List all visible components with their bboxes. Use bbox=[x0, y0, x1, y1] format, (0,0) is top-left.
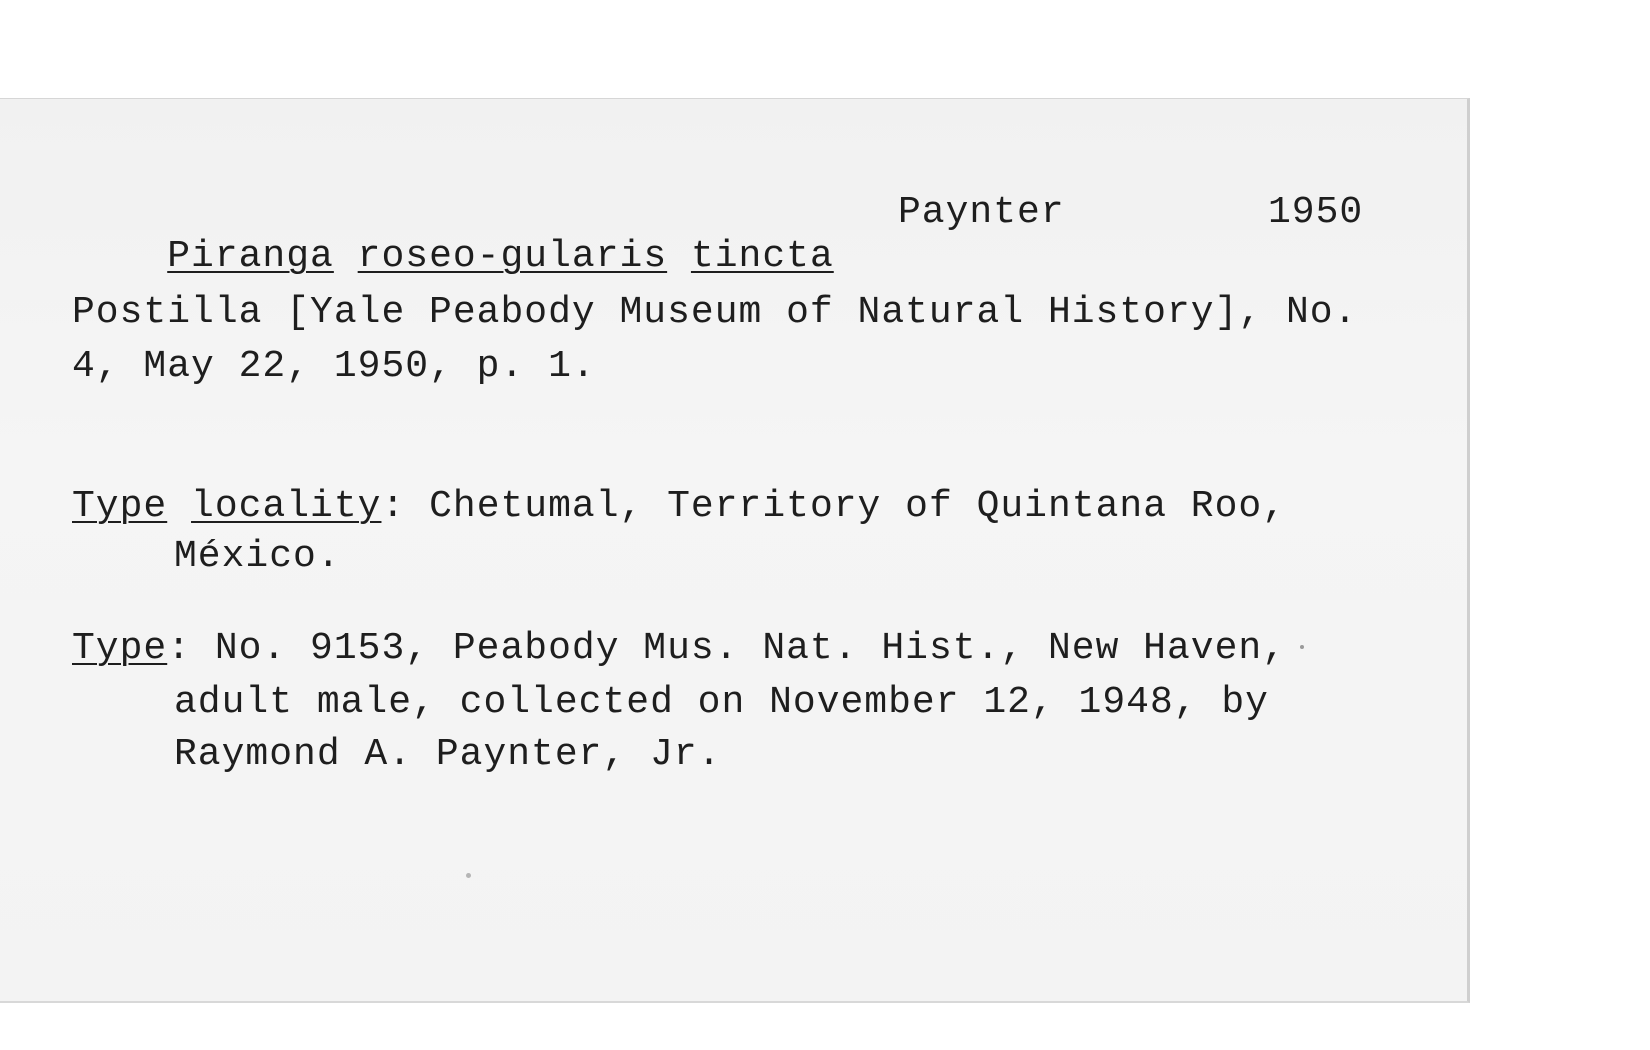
type-locality-label-word1: Type bbox=[72, 485, 168, 528]
type-line-2: adult male, collected on November 12, 1948, by bbox=[174, 681, 1269, 724]
subspecies-name: tincta bbox=[690, 235, 834, 278]
paper-speck bbox=[1300, 645, 1304, 649]
genus-name: Piranga bbox=[167, 235, 334, 278]
citation-line-2: 4, May 22, 1950, p. 1. bbox=[72, 345, 596, 388]
type-line-3: Raymond A. Paynter, Jr. bbox=[174, 733, 722, 776]
paper-speck bbox=[466, 873, 471, 878]
citation-line-1: Postilla [Yale Peabody Museum of Natural History], No. bbox=[72, 291, 1358, 334]
species-name: roseo-gularis bbox=[357, 235, 668, 278]
type-locality-colon: : bbox=[381, 485, 406, 528]
type-locality-text-1: Chetumal, Territory of Quintana Roo, bbox=[405, 485, 1287, 528]
heading-author: Paynter bbox=[898, 191, 1065, 234]
heading-year: 1950 bbox=[1268, 191, 1364, 234]
type-label: Type bbox=[72, 627, 168, 670]
type-colon: : bbox=[167, 627, 192, 670]
type-text-1: No. 9153, Peabody Mus. Nat. Hist., New Haven, bbox=[191, 627, 1287, 670]
type-locality-label-word2: locality bbox=[191, 485, 382, 528]
type-locality-line-1 bbox=[72, 485, 1286, 529]
index-card bbox=[0, 98, 1470, 1003]
type-locality-line-2: México. bbox=[174, 535, 341, 578]
type-line-1 bbox=[72, 627, 1286, 671]
